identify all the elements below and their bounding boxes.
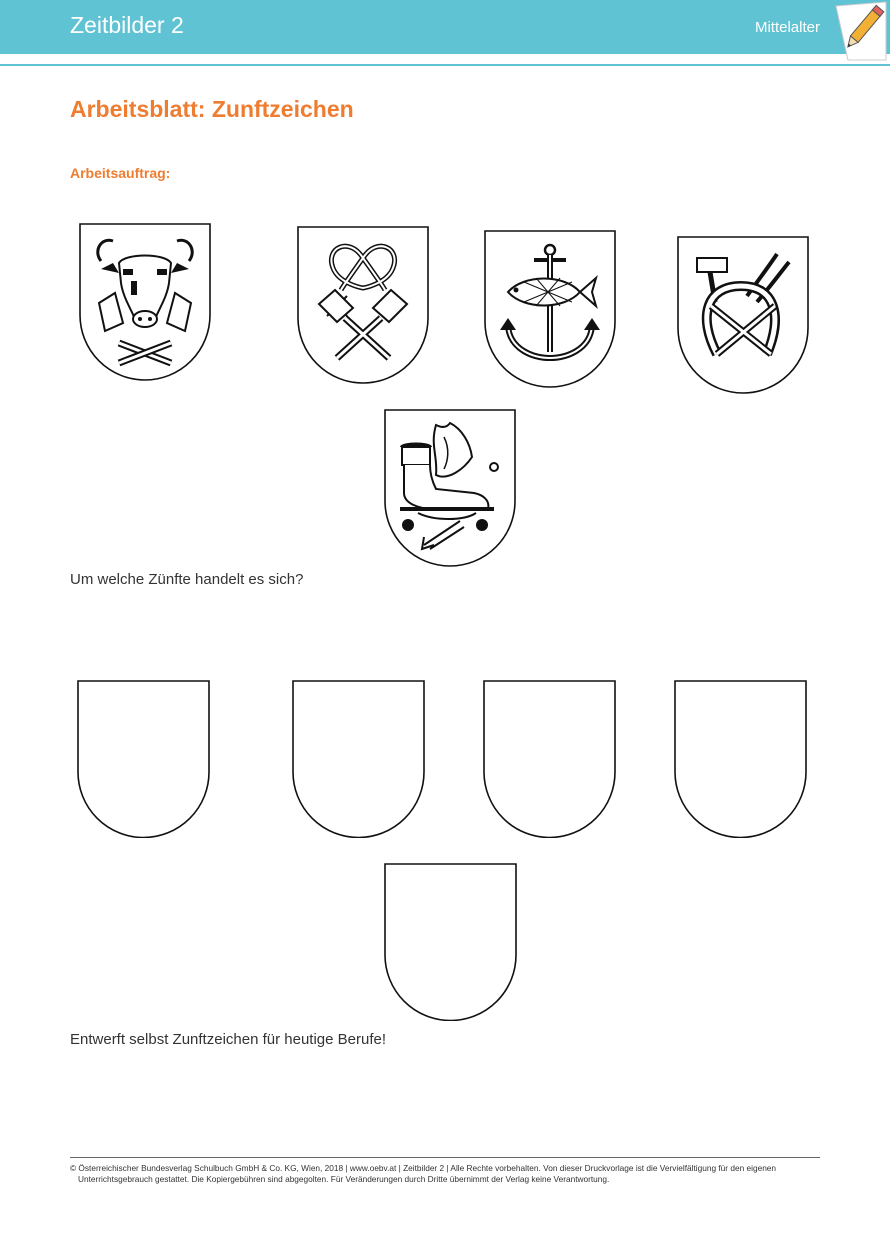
task-label: Arbeitsauftrag: [70,165,171,181]
section-label: Mittelalter [754,19,820,36]
blank-shield[interactable] [483,680,616,838]
task-design-guild-signs: Entwerft selbst Zunftzeichen für heutige Berufe! [70,1031,387,1048]
fisher-fish-anchor-icon [484,230,616,388]
question-identify-guilds: Um welche Zünfte handelt es sich? [70,571,304,588]
header-divider [0,64,890,66]
blank-shield[interactable] [292,680,425,838]
footer-line-2: Unterrichtsgebrauch gestattet. Die Kopiergebühren sind abgegolten. Für Veränderungen durch Dritte übernimmt der Verlag keine Verantwortung. [78,1174,610,1184]
blank-shield[interactable] [384,863,517,1021]
baker-pretzel-peels-icon [297,226,429,384]
book-title: Zeitbilder 2 [70,12,184,38]
blacksmith-horseshoe-hammer-icon [677,236,809,394]
blank-shield[interactable] [77,680,210,838]
pencil-icon [828,0,890,62]
shoemaker-boot-icon [384,409,516,567]
footer-line-1: © Österreichischer Bundesverlag Schulbuch GmbH & Co. KG, Wien, 2018 | www.oebv.at | Zeitbilder 2 | Alle Rechte vorbehalten. Von dieser Druckvorlage ist die Vervielfältigung für den eigenen [70,1163,777,1173]
footer-divider [70,1157,820,1158]
butcher-ox-head-axes-icon [79,223,211,381]
worksheet-title: Arbeitsblatt: Zunftzeichen [70,96,354,122]
blank-shield[interactable] [674,680,807,838]
copyright-footer [70,1163,820,1185]
